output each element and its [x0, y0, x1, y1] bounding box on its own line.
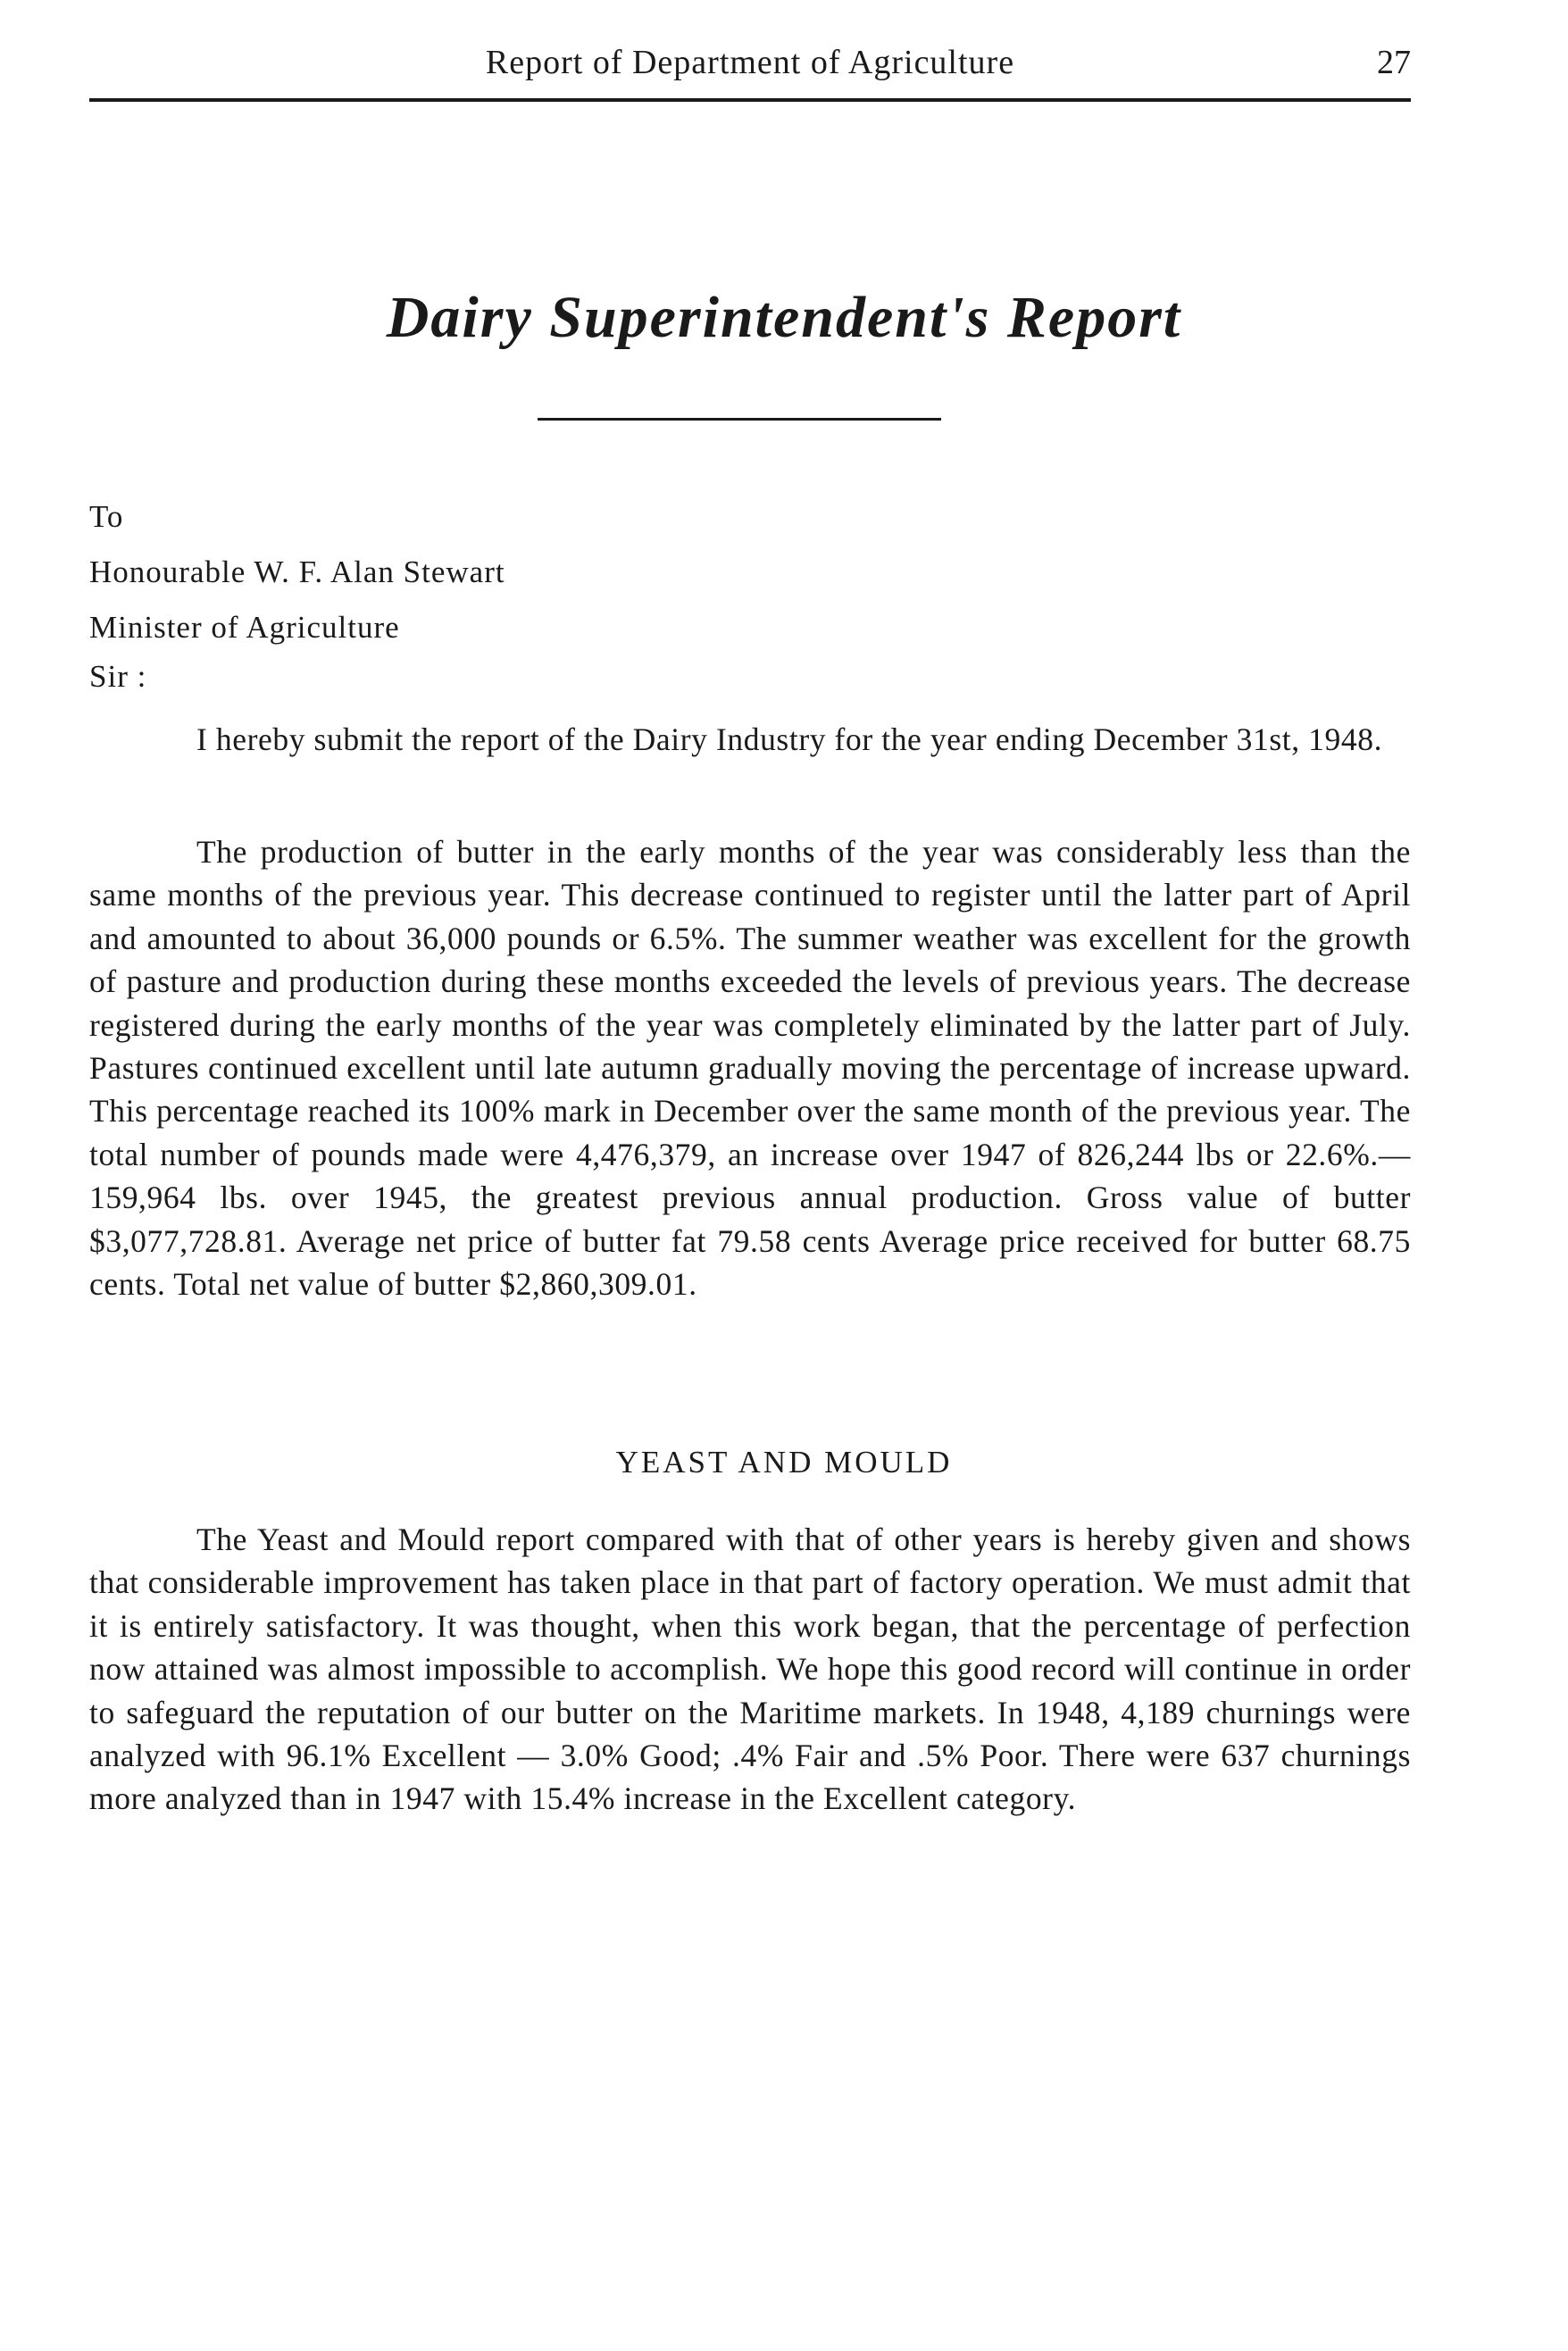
address-name: Honourable W. F. Alan Stewart [89, 554, 505, 589]
running-header [89, 43, 1411, 96]
header-rule [89, 98, 1411, 102]
address-to: To [89, 499, 124, 534]
salutation: Sir : [89, 659, 147, 694]
report-title: Dairy Superintendent's Report [386, 285, 1182, 350]
paragraph-butter-production: The production of butter in the early months of the year was considerably less than the same months of the previous year. This decrease continued to register until the latter part of April and amounted to about 36,000 pounds or 6.5%. The summer weather was excellent for the growth of pasture and production during these months exceeded the levels of previous years. The decrease registered during the early months of the year was completely eliminated by the latter part of July. Pastures continued excellent until late autumn gradually moving the percentage of increase upward. This percentage reached its 100% mark in December over the same month of the previous year. The total number of pounds made were 4,476,379, an increase over 1947 of 826,244 lbs or 22.6%.—159,964 lbs. over 1945, the greatest previous annual production. Gross value of butter $3,077,728.81. Average net price of butter fat 79.58 cents Average price received for butter 68.75 cents. Total net value of butter $2,860,309.01. [89, 834, 1411, 1303]
address-position: Minister of Agriculture [89, 610, 400, 645]
address-block [89, 489, 505, 655]
page-number: 27 [1377, 44, 1411, 81]
paragraph-submission: I hereby submit the report of the Dairy Industry for the year ending December 31st, 1948. [196, 721, 1383, 757]
title-rule [538, 418, 941, 421]
running-title: Report of Department of Agriculture [485, 44, 1015, 81]
section-heading-yeast-mould: YEAST AND MOULD [615, 1445, 953, 1480]
paragraph-yeast-mould: The Yeast and Mould report compared with that of other years is hereby given and shows that considerable improvement has taken place in that part of factory operation. We must admit that it is entirely satisfactory. It was thought, when this work began, that the percentage of perfection now attained was almost impossible to accomplish. We hope this good record will continue in order to safeguard the reputation of our butter on the Maritime markets. In 1948, 4,189 churnings were analyzed with 96.1% Excellent — 3.0% Good; .4% Fair and .5% Poor. There were 637 churnings more analyzed than in 1947 with 15.4% increase in the Excellent category. [89, 1521, 1411, 1817]
